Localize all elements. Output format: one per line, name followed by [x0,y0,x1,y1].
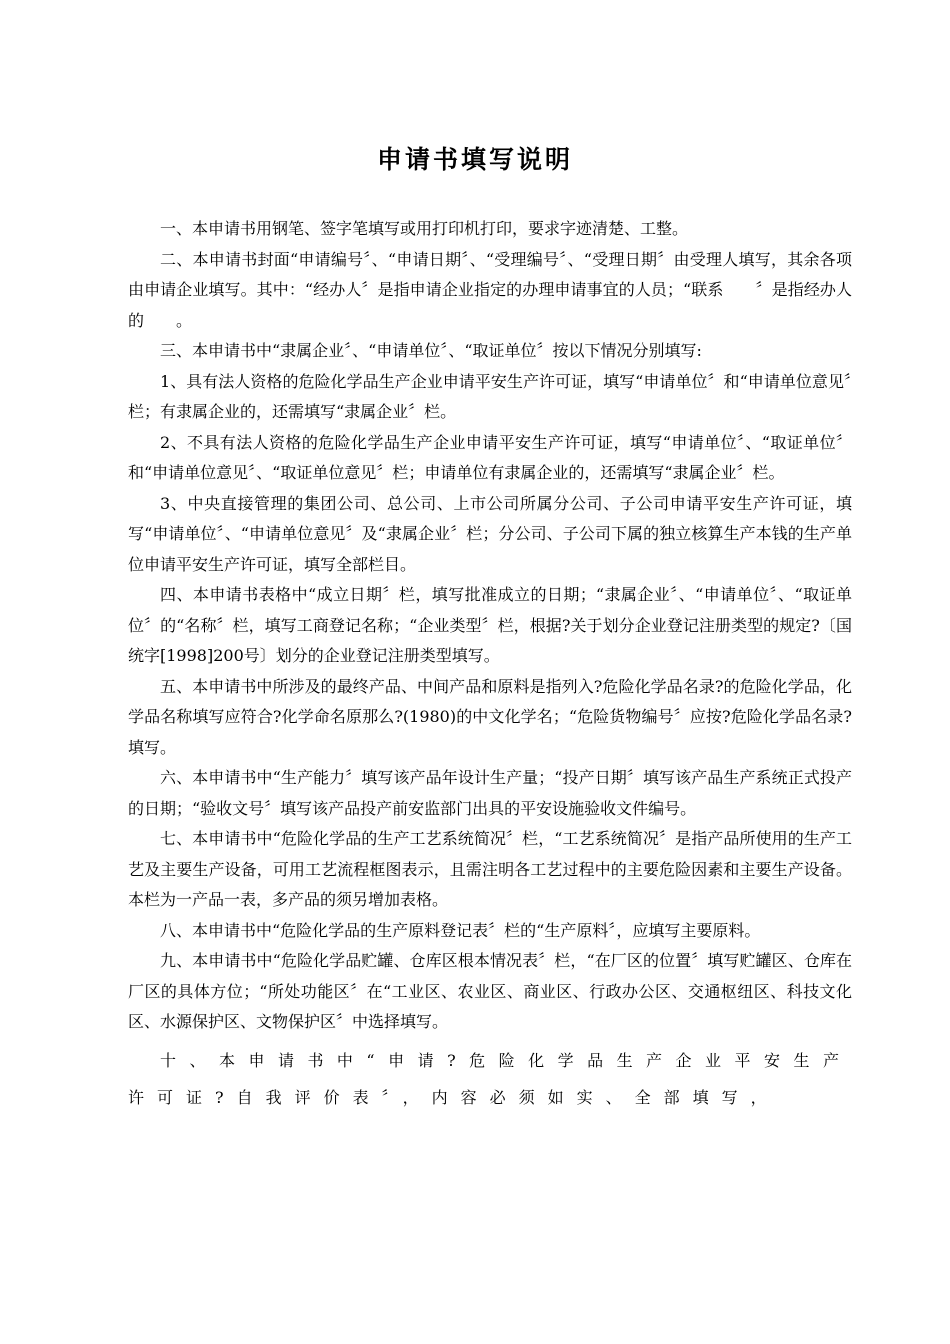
paragraph-3-item-1: 1、具有法人资格的危险化学品生产企业申请平安生产许可证，填写“申请单位〞和“申请单位意见〞栏；有隶属企业的，还需填写“隶属企业〞栏。 [128,371,852,421]
paragraph-9: 九、本申请书中“危险化学品贮罐、仓库区根本情况表〞栏，“在厂区的位置〞填写贮罐区、仓库在厂区的具体方位；“所处功能区〞在“工业区、农业区、商业区、行政办公区、交通枢纽区、科技文化区、水源保护区、文物保护区〞中选择填写。 [128,951,852,1031]
paragraph-3-item-3: 3、中央直接管理的集团公司、总公司、上市公司所属分公司、子公司申请平安生产许可证，填写“申请单位〞、“申请单位意见〞及“隶属企业〞栏；分公司、子公司下属的独立核算生产本钱的生产单位申请平安生产许可证，填写全部栏目。 [128,493,852,574]
page-title: 申请书填写说明 [376,145,573,174]
paragraph-10: 十、本申请书中“申请?危险化学品生产企业平安生产许可证?自我评价表〞，内容必须如实、全部填写， [128,1050,852,1107]
paragraph-3: 三、本申请书中“隶属企业〞、“申请单位〞、“取证单位〞按以下情况分别填写: [160,341,702,360]
paragraph-5: 五、本申请书中所涉及的最终产品、中间产品和原料是指列入?危险化学品名录?的危险化学品，化学品名称填写应符合?化学命名原那么?(1980)的中文化学名；“危险货物编号〞应按?危险化学品名录?填写。 [128,676,852,757]
instructions-body [128,214,852,1116]
paragraph-6: 六、本申请书中“生产能力〞填写该产品年设计生产量；“投产日期〞填写该产品生产系统正式投产的日期；“验收文号〞填写该产品投产前安监部门出具的平安设施验收文件编号。 [128,768,852,818]
paragraph-4: 四、本申请书表格中“成立日期〞栏，填写批准成立的日期；“隶属企业〞、“申请单位〞、“取证单位〞的“名称〞栏，填写工商登记名称；“企业类型〞栏，根据?关于划分企业登记注册类型的规定?〔国统字[1998]200号〕划分的企业登记注册类型填写。 [128,585,852,665]
paragraph-1: 一、本申请书用钢笔、签字笔填写或用打印机打印，要求字迹清楚、工整。 [160,219,689,238]
paragraph-3-item-2: 2、不具有法人资格的危险化学品生产企业申请平安生产许可证，填写“申请单位〞、“取证单位〞和“申请单位意见〞、“取证单位意见〞栏；申请单位有隶属企业的，还需填写“隶属企业〞栏。 [128,432,852,482]
paragraph-2: 二、本申请书封面“申请编号〞、“申请日期〞、“受理编号〞、“受理日期〞由受理人填写，其余各项由申请企业填写。其中：“经办人〞是指申请企业指定的办理申请事宜的人员；“联系 〞是指经办人的 。 [128,249,852,330]
paragraph-7: 七、本申请书中“危险化学品的生产工艺系统简况〞栏，“工艺系统简况〞是指产品所使用的生产工艺及主要生产设备，可用工艺流程框图表示，且需注明各工艺过程中的主要危险因素和主要生产设备。本栏为一产品一表，多产品的须另增加表格。 [128,829,852,909]
paragraph-8: 八、本申请书中“危险化学品的生产原料登记表〞栏的“生产原料〞，应填写主要原料。 [160,920,761,940]
